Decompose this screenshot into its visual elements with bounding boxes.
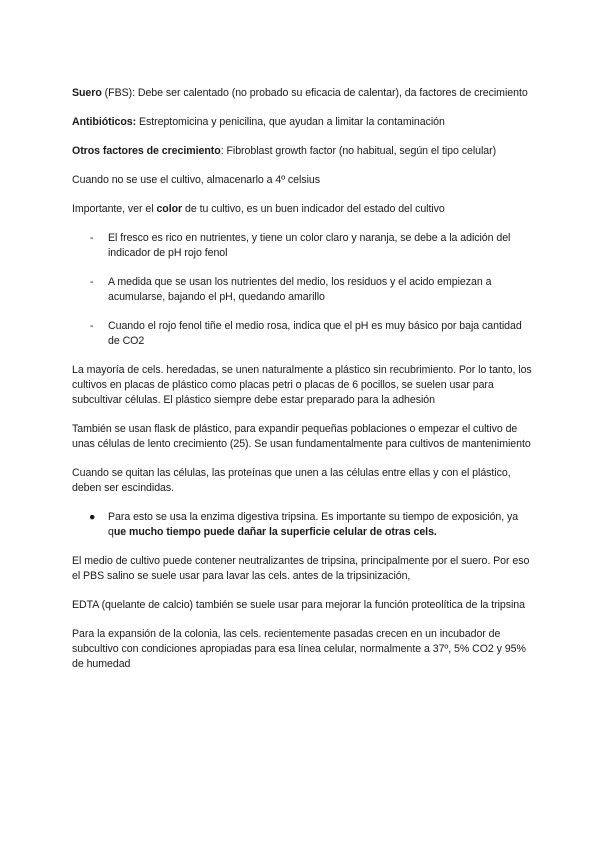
text-suero: (FBS): Debe ser calentado (no probado su eficacia de calentar), da factores de crecimiento — [101, 87, 528, 99]
bullet-text: Para esto se usa la enzima digestiva tripsina. Es importante su tiempo de exposición, ya q — [108, 511, 519, 538]
list-item-text: El fresco es rico en nutrientes, y tiene un color claro y naranja, se debe a la adición del indicador de pH rojo fenol — [108, 232, 511, 259]
paragraph-antibioticos — [72, 115, 532, 130]
bullet-tripsina — [72, 510, 532, 540]
paragraph-expansion: Para la expansión de la colonia, las cels. recientemente pasadas crecen en un incubador de subcultivo con condiciones apropiadas para esa línea celular, normalmente a 37º, 5% CO2 y 95% de humedad — [72, 628, 526, 670]
bullet-marker: ● — [89, 511, 96, 523]
paragraph-escindidas: Cuando se quitan las células, las proteínas que unen a las células entre ellas y con el plástico, deben ser escindidas. — [72, 467, 511, 494]
paragraph-color — [72, 202, 532, 217]
color-list — [72, 231, 532, 349]
text-color-after: de tu cultivo, es un buen indicador del estado del cultivo — [182, 203, 445, 215]
text-antibioticos: Estreptomicina y penicilina, que ayudan a limitar la contaminación — [136, 116, 445, 128]
paragraph-otros-factores — [72, 144, 532, 159]
paragraph-suero — [72, 86, 532, 101]
document-body — [72, 86, 532, 672]
term-color: color — [156, 203, 183, 215]
term-suero: Suero — [72, 87, 102, 99]
list-item — [72, 319, 532, 349]
paragraph-flask: También se usan flask de plástico, para expandir pequeñas poblaciones o empezar el cultivo de unas células de lento crecimiento (25). Se usan fundamentalmente para cultivos de mantenimiento — [72, 423, 531, 450]
dash-marker: - — [90, 232, 94, 244]
bullet-bold-text: ue mucho tiempo puede dañar la superficie celular de otras cels. — [113, 526, 437, 538]
paragraph-almacenamiento: Cuando no se use el cultivo, almacenarlo a 4º celsius — [72, 174, 320, 186]
list-item — [72, 231, 532, 261]
text-color-before: Importante, ver el — [72, 203, 157, 215]
paragraph-neutralizantes: El medio de cultivo puede contener neutralizantes de tripsina, principalmente por el suero. Por eso el PBS salino se suele usar para lavar las cels. antes de la tripsinización, — [72, 555, 530, 582]
paragraph-plastico: La mayoría de cels. heredadas, se unen naturalmente a plástico sin recubrimiento. Por lo tanto, los cultivos en placas de plástico como placas petri o placas de 6 pocillos, se suelen usar para subcultivar células. El plástico siempre debe estar preparado para la adhesión — [72, 364, 532, 406]
term-otros-factores: Otros factores de crecimiento — [72, 145, 221, 157]
paragraph-edta: EDTA (quelante de calcio) también se suele usar para mejorar la función proteolítica de la tripsina — [72, 599, 525, 611]
list-item-text: Cuando el rojo fenol tiñe el medio rosa, indica que el pH es muy básico por baja cantidad de CO2 — [108, 320, 522, 347]
text-otros-factores: : Fibroblast growth factor (no habitual, según el tipo celular) — [220, 145, 497, 157]
list-item — [72, 275, 532, 305]
term-antibioticos: Antibióticos: — [72, 116, 137, 128]
dash-marker: - — [90, 276, 94, 288]
list-item-text: A medida que se usan los nutrientes del medio, los residuos y el acido empiezan a acumularse, bajando el pH, quedando amarillo — [108, 276, 492, 303]
dash-marker: - — [90, 320, 94, 332]
